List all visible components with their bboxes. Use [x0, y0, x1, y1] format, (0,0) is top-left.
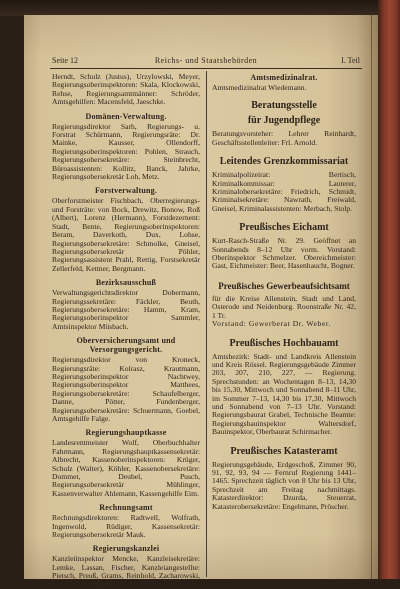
section-beratungsstelle — [212, 100, 356, 147]
section-text: Regierungsdirektor Sarh, Regierungs- u. Forstrat Schürmann, Regierungsräte: Dr. Mainke, Kausser, Ollendorff, Regierungsoberinspektoren: Pohlen, Strauch, Regierungsobersekretäre: Steinbrecht, Büroassistenten: Kollitz, Banck, Jahrke, Regierungsobersekretär Loh, Metz. — [52, 121, 200, 182]
section-text: Verwaltungsgerichtsdirektor Dobermann, Regierungssekretäre: Fäckler, Beuth, Regierungsobersekretäre: Hamm, Kram, Regierungsoberinspektor Sammler, Amtsinspektor Müsbach. — [52, 288, 200, 331]
section-text: Kanzleiinspektor Mencke, Kanzleisekretäre: Lemke, Lassan, Fischer, Kanzleiangestellte: Pietsch, Preuß, Grams, Reinhold, Zacharowski, Goeschel, Langhans. — [52, 554, 200, 589]
section-heading: Preußisches Hochbauamt — [229, 337, 339, 349]
section-bezirksausschuss — [52, 278, 200, 331]
section-heading: Domänen-Verwaltung. — [85, 111, 167, 121]
section-heading: Rechnungsamt — [99, 503, 153, 513]
right-column — [212, 73, 356, 577]
section-heading: Regierungshauptkasse — [85, 428, 167, 438]
section-text: Regierungsdirektor von Kroneck, Regierungsräte: Kolrasz, Krautmann, Regierungsoberinspektor Nachtwey, Regierungsoberinspektor Matthees, Regierungsobersekretäre: Schaufelberger, Danne, Pötter, Fundenberger, Regierungsobersekretäre: Schuermann, Goebel, Amtsgehilfe Falge. — [52, 355, 200, 423]
section-oberversicherungsamt — [52, 336, 200, 423]
section-katasteramt — [212, 446, 356, 511]
section-gewerbeaufsichtsamt — [212, 280, 356, 329]
section-text: Landesrentmeister Wolf, Oberbuchhalter Fahrmann, Regierungshauptkassensekretär: Albrecht, Kassenoberinspektoren: Krüger, Schulz (Walter), Köhler, Kassenobersekretäre: Dommet, Deubel, Pusch, Regierungsobersekretär Mühlinger, Kassenverwalter Ahlemann, Kassengehilfe Eim. — [52, 438, 200, 498]
section-regierungskanzlei — [52, 544, 200, 589]
section-heading: Preußisches Eichamt — [239, 222, 329, 234]
section-heading-line-1: Beratungsstelle — [251, 100, 317, 112]
section-heading: Regierungskanzlei — [92, 544, 160, 554]
section-director-line: Vorstand: Gewerberat Dr. Weber. — [212, 319, 332, 329]
section-heading: Forstverwaltung. — [94, 186, 158, 196]
section-text: Rechnungsdirektoren: Radtwell, Wolfrath, Ingenwold, Rüdiger, Kassensekretär: Regierungsobersekretär Mauk. — [52, 513, 200, 540]
section-forstverwaltung — [52, 186, 200, 273]
section-heading: Amtsmedizinalrat. — [250, 73, 318, 82]
section-text: Kriminalpolizeirat: Bertisch, Kriminalkommissar: Lauterer, Kriminalobersekretäre: Friedrich, Schmidt, Kriminalsekretäre: Nawrath, Freiwald, Gneisel, Kriminalassistenten: Merbach, Stolp. — [212, 170, 356, 213]
section-grenzkommissariat — [212, 156, 356, 213]
section-heading: Bezirksausschuß — [95, 278, 157, 288]
section-heading: Oberversicherungsamt und Versorgungsgericht. — [76, 336, 176, 355]
left-column — [52, 72, 200, 589]
section-text: für die Kreise Allenstein, Stadt und Land, Osterode und Neidenburg. Roonstraße Nr. 42, 1 Tr. — [212, 293, 356, 320]
section-text: Amtsmedizinalrat Wiedemann. — [212, 83, 307, 92]
section-continuation — [52, 73, 200, 107]
section-text: Kurt-Rasch-Straße Nr. 29. Geöffnet an Sonnabends 8–12 Uhr vorm. Vorstand: Oberinspektor Schmelzer. Obereichmeister: Gast, Eichmeister: Beer, Hasenhaucht, Bogner. — [212, 236, 356, 271]
book-binding-edge — [378, 0, 400, 579]
page-fold-shadow — [371, 15, 372, 579]
section-heading-line-2: für Jugendpflege — [247, 115, 321, 127]
running-title: Reichs- und Staatsbehörden — [154, 56, 258, 65]
section-text: Amtsbezirk: Stadt- und Landkreis Allenstein und Kreis Rössel. Regierungsgebäude Zimmer 203, 207, 210, 227, — Regierung. Sprechstunden: an Wochentagen 8–13, 14,30 bis 15,30, Mittwoch und Sonnabend 8–11 Uhr, im Sommer 7–13, 14,30 bis 17,30, Mittwoch und Sonnabend von 7–13 Uhr. Vorstand: Regierungsbaurat Grabel, Technische Beamte: Regierungsbauinspektor Waltersdorf, Bauinspektor, Oberbaurat Schirmacher. — [212, 351, 356, 437]
section-hochbauamt — [212, 338, 356, 437]
part-label: I. Teil — [341, 56, 360, 65]
document-page — [24, 15, 378, 589]
section-text: Herndt, Schulz (Justus), Urzylowski, Meyer, Regierungsoberinspektoren: Skala, Klockowski, Rehse, Regierungsamtmänner: Schröder, Amtsgehilfen: Macensfeld, Jaeschke. — [52, 72, 200, 107]
section-rechnungsamt — [52, 503, 200, 539]
section-domaenen-verwaltung — [52, 112, 200, 182]
header-rule — [50, 68, 362, 69]
section-heading: Leitendes Grenzkommissariat — [219, 156, 349, 168]
section-text: Beratungsvorsteher: Lehrer Reinhardt, Geschäftsstellenleiter: Frl. Arnold. — [212, 129, 356, 147]
page-header — [52, 55, 360, 66]
section-heading: Preußisches Katasteramt — [230, 445, 338, 457]
section-eichamt — [212, 222, 356, 271]
page-number: Seite 12 — [52, 56, 78, 65]
section-amtsmedizinalrat — [212, 73, 356, 92]
section-text: Oberforstmeister Fischbach, Oberregierungs- und Forsträte: von Bock, Drewitz, Bonow, Roß (Albert), Lorenz (Hermann), Forstdezernent: Stadt, Bente, Regierungsoberinspektoren: Beram, Daverkoth, Dux, Lohse, Regierungsobersekretäre: Schmolke, Gneisel, Regierungsobersekretär Pöhler, Regierungsassistent Prahl, Rettig, Forstsekretär Zellerfeld, Kettner, Bergmann. — [52, 196, 200, 273]
section-regierungshauptkasse — [52, 428, 200, 498]
column-divider — [206, 71, 207, 577]
section-heading: Preußisches Gewerbeaufsichtsamt — [218, 280, 350, 291]
scan-top-edge — [0, 0, 400, 16]
section-text: Regierungsgebäude, Erdgeschoß, Zimmer 90, 91, 92, 93, 94 — Fernruf Regierung 1441–1465. Sprechzeit täglich von 8 Uhr bis 13 Uhr, Sprechzeit am Freitag nachmittags. Katasterdirektor: Dzurda, Steuerrat, Katasterobersekretäre: Engelmann, Pröscher. — [212, 459, 356, 511]
